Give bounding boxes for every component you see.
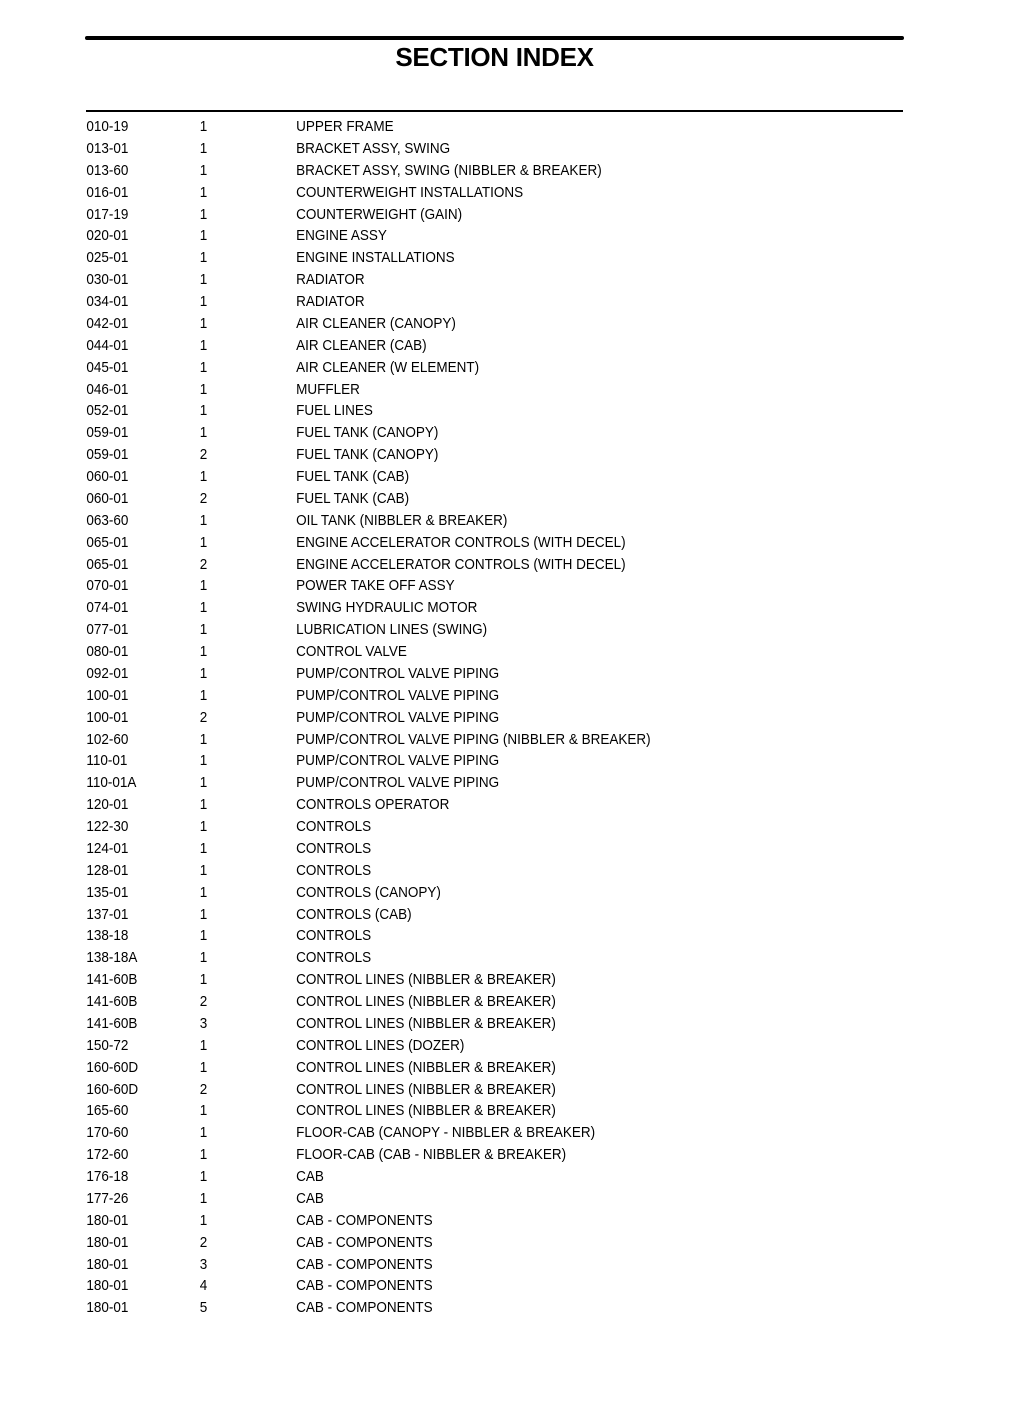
section-number: 045-01: [86, 358, 129, 376]
section-number: 102-60: [86, 730, 129, 748]
index-row: [0, 532, 922, 554]
section-description: FUEL TANK (CAB): [296, 489, 410, 507]
page-number: 1: [199, 161, 208, 179]
section-description: CAB - COMPONENTS: [296, 1299, 433, 1317]
section-description: SWING HYDRAULIC MOTOR: [296, 599, 478, 617]
page-number: 1: [199, 227, 208, 245]
section-description: PUMP/CONTROL VALVE PIPING (NIBBLER & BREAKER): [296, 730, 651, 748]
page-number: 1: [199, 511, 208, 529]
section-number: 030-01: [86, 271, 129, 289]
section-number: 074-01: [86, 599, 129, 617]
section-number: 177-26: [86, 1189, 129, 1207]
section-number: 141-60B: [86, 993, 138, 1010]
page-number: 1: [199, 905, 208, 923]
index-row: [0, 422, 922, 444]
page-number: 1: [199, 468, 208, 485]
section-description: MUFFLER: [296, 380, 360, 398]
index-row: [0, 707, 922, 729]
page-number: 1: [199, 861, 208, 879]
section-number: 180-01: [86, 1211, 129, 1229]
section-description: CONTROL LINES (NIBBLER & BREAKER): [296, 1102, 556, 1120]
section-number: 180-01: [86, 1299, 129, 1317]
section-description: CONTROLS: [296, 839, 372, 857]
page-number: 1: [199, 774, 208, 792]
section-description: AIR CLEANER (CANOPY): [296, 314, 456, 332]
index-row: [0, 1254, 922, 1276]
section-number: 122-30: [86, 818, 129, 835]
page-number: 2: [199, 555, 208, 573]
section-description: BRACKET ASSY, SWING (NIBBLER & BREAKER): [296, 161, 602, 179]
page-number: 1: [199, 314, 208, 332]
index-row: [0, 1122, 922, 1144]
index-row: [0, 510, 922, 532]
index-row: [0, 794, 922, 816]
section-number: 017-19: [86, 205, 129, 223]
page-number: 1: [199, 1211, 208, 1229]
section-description: AIR CLEANER (W ELEMENT): [296, 358, 480, 376]
index-row: [0, 1057, 922, 1079]
index-row: [0, 991, 922, 1013]
section-description: OIL TANK (NIBBLER & BREAKER): [296, 511, 508, 529]
index-row: [0, 1297, 922, 1319]
page-number: 5: [199, 1299, 208, 1317]
section-number: 160-60D: [86, 1080, 139, 1098]
index-row: [0, 269, 922, 291]
index-row: [0, 335, 922, 357]
index-row: [0, 750, 922, 772]
index-row: [0, 816, 922, 838]
index-row: [0, 641, 922, 663]
index-row: [0, 466, 922, 488]
section-number: 100-01: [86, 686, 129, 704]
section-description: CONTROLS: [296, 927, 372, 945]
section-number: 063-60: [86, 511, 129, 529]
section-description: RADIATOR: [296, 293, 365, 310]
section-description: CAB: [296, 1168, 324, 1185]
index-row: [0, 947, 922, 969]
index-row: [0, 1035, 922, 1057]
index-row: [0, 138, 922, 160]
index-row: [0, 204, 922, 226]
section-description: CONTROL VALVE: [296, 643, 407, 660]
page-number: 2: [199, 993, 208, 1010]
index-row: [0, 882, 922, 904]
section-description: FUEL LINES: [296, 402, 373, 420]
section-number: 046-01: [86, 380, 129, 398]
section-number: 080-01: [86, 643, 129, 660]
section-number: 010-19: [86, 118, 129, 135]
page-number: 1: [199, 380, 208, 398]
page-number: 1: [199, 139, 208, 157]
section-number: 025-01: [86, 249, 129, 267]
index-row: [0, 554, 922, 576]
section-number: 110-01A: [86, 774, 137, 792]
section-number: 065-01: [86, 555, 129, 573]
index-row: [0, 225, 922, 247]
section-index-list: [0, 116, 1024, 1319]
page-number: 3: [199, 1014, 208, 1032]
index-row: [0, 313, 922, 335]
section-description: FLOOR-CAB (CANOPY - NIBBLER & BREAKER): [296, 1124, 596, 1142]
index-row: [0, 182, 922, 204]
top-rule: [85, 36, 904, 40]
index-row: [0, 1275, 922, 1297]
index-row: [0, 619, 922, 641]
page-number: 2: [199, 1233, 208, 1251]
page-number: 1: [199, 424, 208, 442]
index-row: [0, 1232, 922, 1254]
section-number: 042-01: [86, 314, 129, 332]
page-title: SECTION INDEX: [395, 42, 594, 72]
section-description: CONTROLS: [296, 818, 372, 835]
page-number: 1: [199, 402, 208, 420]
section-number: 137-01: [86, 905, 129, 923]
section-number: 120-01: [86, 796, 129, 814]
section-description: CAB - COMPONENTS: [296, 1255, 433, 1273]
section-description: CAB - COMPONENTS: [296, 1277, 433, 1295]
page-number: 2: [199, 708, 208, 726]
index-row: [0, 116, 922, 138]
page-number: 1: [199, 1102, 208, 1120]
page-number: 1: [199, 664, 208, 682]
section-description: PUMP/CONTROL VALVE PIPING: [296, 708, 500, 726]
section-description: CONTROLS: [296, 949, 372, 967]
index-row: [0, 663, 922, 685]
page-number: 1: [199, 336, 208, 354]
section-description: ENGINE INSTALLATIONS: [296, 249, 455, 267]
index-row: [0, 685, 922, 707]
index-row: [0, 575, 922, 597]
page-number: 4: [199, 1277, 208, 1295]
section-description: CONTROLS (CAB): [296, 905, 412, 923]
section-description: CONTROL LINES (NIBBLER & BREAKER): [296, 971, 556, 989]
section-description: FLOOR-CAB (CAB - NIBBLER & BREAKER): [296, 1146, 567, 1164]
page-number: 1: [199, 643, 208, 660]
index-row: [0, 729, 922, 751]
index-row: [0, 597, 922, 619]
section-description: CONTROL LINES (NIBBLER & BREAKER): [296, 993, 556, 1010]
section-description: CONTROLS OPERATOR: [296, 796, 450, 814]
section-number: 124-01: [86, 839, 129, 857]
index-row: [0, 925, 922, 947]
section-number: 077-01: [86, 621, 129, 639]
section-description: LUBRICATION LINES (SWING): [296, 621, 488, 639]
section-description: ENGINE ACCELERATOR CONTROLS (WITH DECEL): [296, 555, 626, 573]
page-number: 1: [199, 358, 208, 376]
page-number: 1: [199, 730, 208, 748]
page-number: 1: [199, 183, 208, 201]
section-number: 172-60: [86, 1146, 129, 1164]
section-number: 165-60: [86, 1102, 129, 1120]
section-description: FUEL TANK (CANOPY): [296, 424, 439, 442]
section-description: CAB - COMPONENTS: [296, 1211, 433, 1229]
section-number: 138-18: [86, 927, 129, 945]
section-number: 150-72: [86, 1036, 129, 1054]
page-number: 1: [199, 599, 208, 617]
page-number: 2: [199, 1080, 208, 1098]
page-number: 1: [199, 839, 208, 857]
index-row: [0, 904, 922, 926]
section-number: 141-60B: [86, 971, 138, 989]
index-row: [0, 1100, 922, 1122]
section-description: CONTROL LINES (NIBBLER & BREAKER): [296, 1058, 556, 1076]
index-row: [0, 400, 922, 422]
section-number: 128-01: [86, 861, 129, 879]
page-number: 1: [199, 796, 208, 814]
section-number: 160-60D: [86, 1058, 139, 1076]
section-number: 060-01: [86, 468, 129, 485]
page-number: 3: [199, 1255, 208, 1273]
section-number: 180-01: [86, 1233, 129, 1251]
section-description: CONTROL LINES (DOZER): [296, 1036, 465, 1054]
index-row: [0, 1210, 922, 1232]
page-number: 1: [199, 818, 208, 835]
section-description: RADIATOR: [296, 271, 365, 289]
section-description: PUMP/CONTROL VALVE PIPING: [296, 664, 500, 682]
section-description: ENGINE ACCELERATOR CONTROLS (WITH DECEL): [296, 533, 626, 551]
section-number: 092-01: [86, 664, 129, 682]
index-row: [0, 860, 922, 882]
page-number: 2: [199, 489, 208, 507]
section-description: COUNTERWEIGHT INSTALLATIONS: [296, 183, 524, 201]
section-number: 059-01: [86, 446, 129, 464]
page-number: 1: [199, 271, 208, 289]
page-number: 1: [199, 1124, 208, 1142]
index-row: [0, 1166, 922, 1188]
index-row: [0, 772, 922, 794]
page-number: 1: [199, 249, 208, 267]
index-row: [0, 444, 922, 466]
page-number: 2: [199, 446, 208, 464]
section-number: 180-01: [86, 1277, 129, 1295]
page-number: 1: [199, 1058, 208, 1076]
page-number: 1: [199, 621, 208, 639]
section-number: 059-01: [86, 424, 129, 442]
section-description: CONTROLS (CANOPY): [296, 883, 441, 901]
section-number: 180-01: [86, 1255, 129, 1273]
page-number: 1: [199, 1036, 208, 1054]
section-description: FUEL TANK (CAB): [296, 468, 410, 485]
page-number: 1: [199, 752, 208, 770]
page-number: 1: [199, 883, 208, 901]
page-number: 1: [199, 1146, 208, 1164]
section-number: 176-18: [86, 1168, 129, 1185]
title-divider: [86, 110, 903, 112]
index-row: [0, 1188, 922, 1210]
index-row: [0, 838, 922, 860]
page-number: 1: [199, 577, 208, 595]
section-description: POWER TAKE OFF ASSY: [296, 577, 455, 595]
index-row: [0, 1013, 922, 1035]
page-number: 1: [199, 927, 208, 945]
section-description: ENGINE ASSY: [296, 227, 387, 245]
page-number: 1: [199, 686, 208, 704]
section-description: AIR CLEANER (CAB): [296, 336, 427, 354]
section-number: 034-01: [86, 293, 129, 310]
section-number: 138-18A: [86, 949, 138, 967]
section-description: CONTROL LINES (NIBBLER & BREAKER): [296, 1014, 556, 1032]
index-row: [0, 357, 922, 379]
section-description: CAB: [296, 1189, 324, 1207]
section-number: 013-60: [86, 161, 129, 179]
index-row: [0, 379, 922, 401]
section-number: 141-60B: [86, 1014, 138, 1032]
section-number: 170-60: [86, 1124, 129, 1142]
page-number: 1: [199, 205, 208, 223]
section-description: BRACKET ASSY, SWING: [296, 139, 451, 157]
page-number: 1: [199, 118, 208, 135]
page-number: 1: [199, 949, 208, 967]
index-row: [0, 969, 922, 991]
page-number: 1: [199, 293, 208, 310]
page-number: 1: [199, 971, 208, 989]
section-description: CONTROL LINES (NIBBLER & BREAKER): [296, 1080, 556, 1098]
section-number: 065-01: [86, 533, 129, 551]
index-row: [0, 247, 922, 269]
section-number: 052-01: [86, 402, 129, 420]
page-number: 1: [199, 533, 208, 551]
section-description: CAB - COMPONENTS: [296, 1233, 433, 1251]
section-description: PUMP/CONTROL VALVE PIPING: [296, 752, 500, 770]
index-row: [0, 160, 922, 182]
section-description: PUMP/CONTROL VALVE PIPING: [296, 774, 500, 792]
section-description: COUNTERWEIGHT (GAIN): [296, 205, 463, 223]
page-number: 1: [199, 1189, 208, 1207]
index-row: [0, 1079, 922, 1101]
section-number: 020-01: [86, 227, 129, 245]
section-description: PUMP/CONTROL VALVE PIPING: [296, 686, 500, 704]
section-number: 013-01: [86, 139, 129, 157]
section-number: 016-01: [86, 183, 129, 201]
index-row: [0, 291, 922, 313]
page-number: 1: [199, 1168, 208, 1185]
index-row: [0, 1144, 922, 1166]
section-number: 100-01: [86, 708, 129, 726]
section-number: 060-01: [86, 489, 129, 507]
section-number: 070-01: [86, 577, 129, 595]
section-description: UPPER FRAME: [296, 118, 394, 135]
index-row: [0, 488, 922, 510]
section-number: 044-01: [86, 336, 129, 354]
section-description: FUEL TANK (CANOPY): [296, 446, 439, 464]
section-number: 110-01: [86, 752, 128, 770]
section-description: CONTROLS: [296, 861, 372, 879]
section-number: 135-01: [86, 883, 129, 901]
